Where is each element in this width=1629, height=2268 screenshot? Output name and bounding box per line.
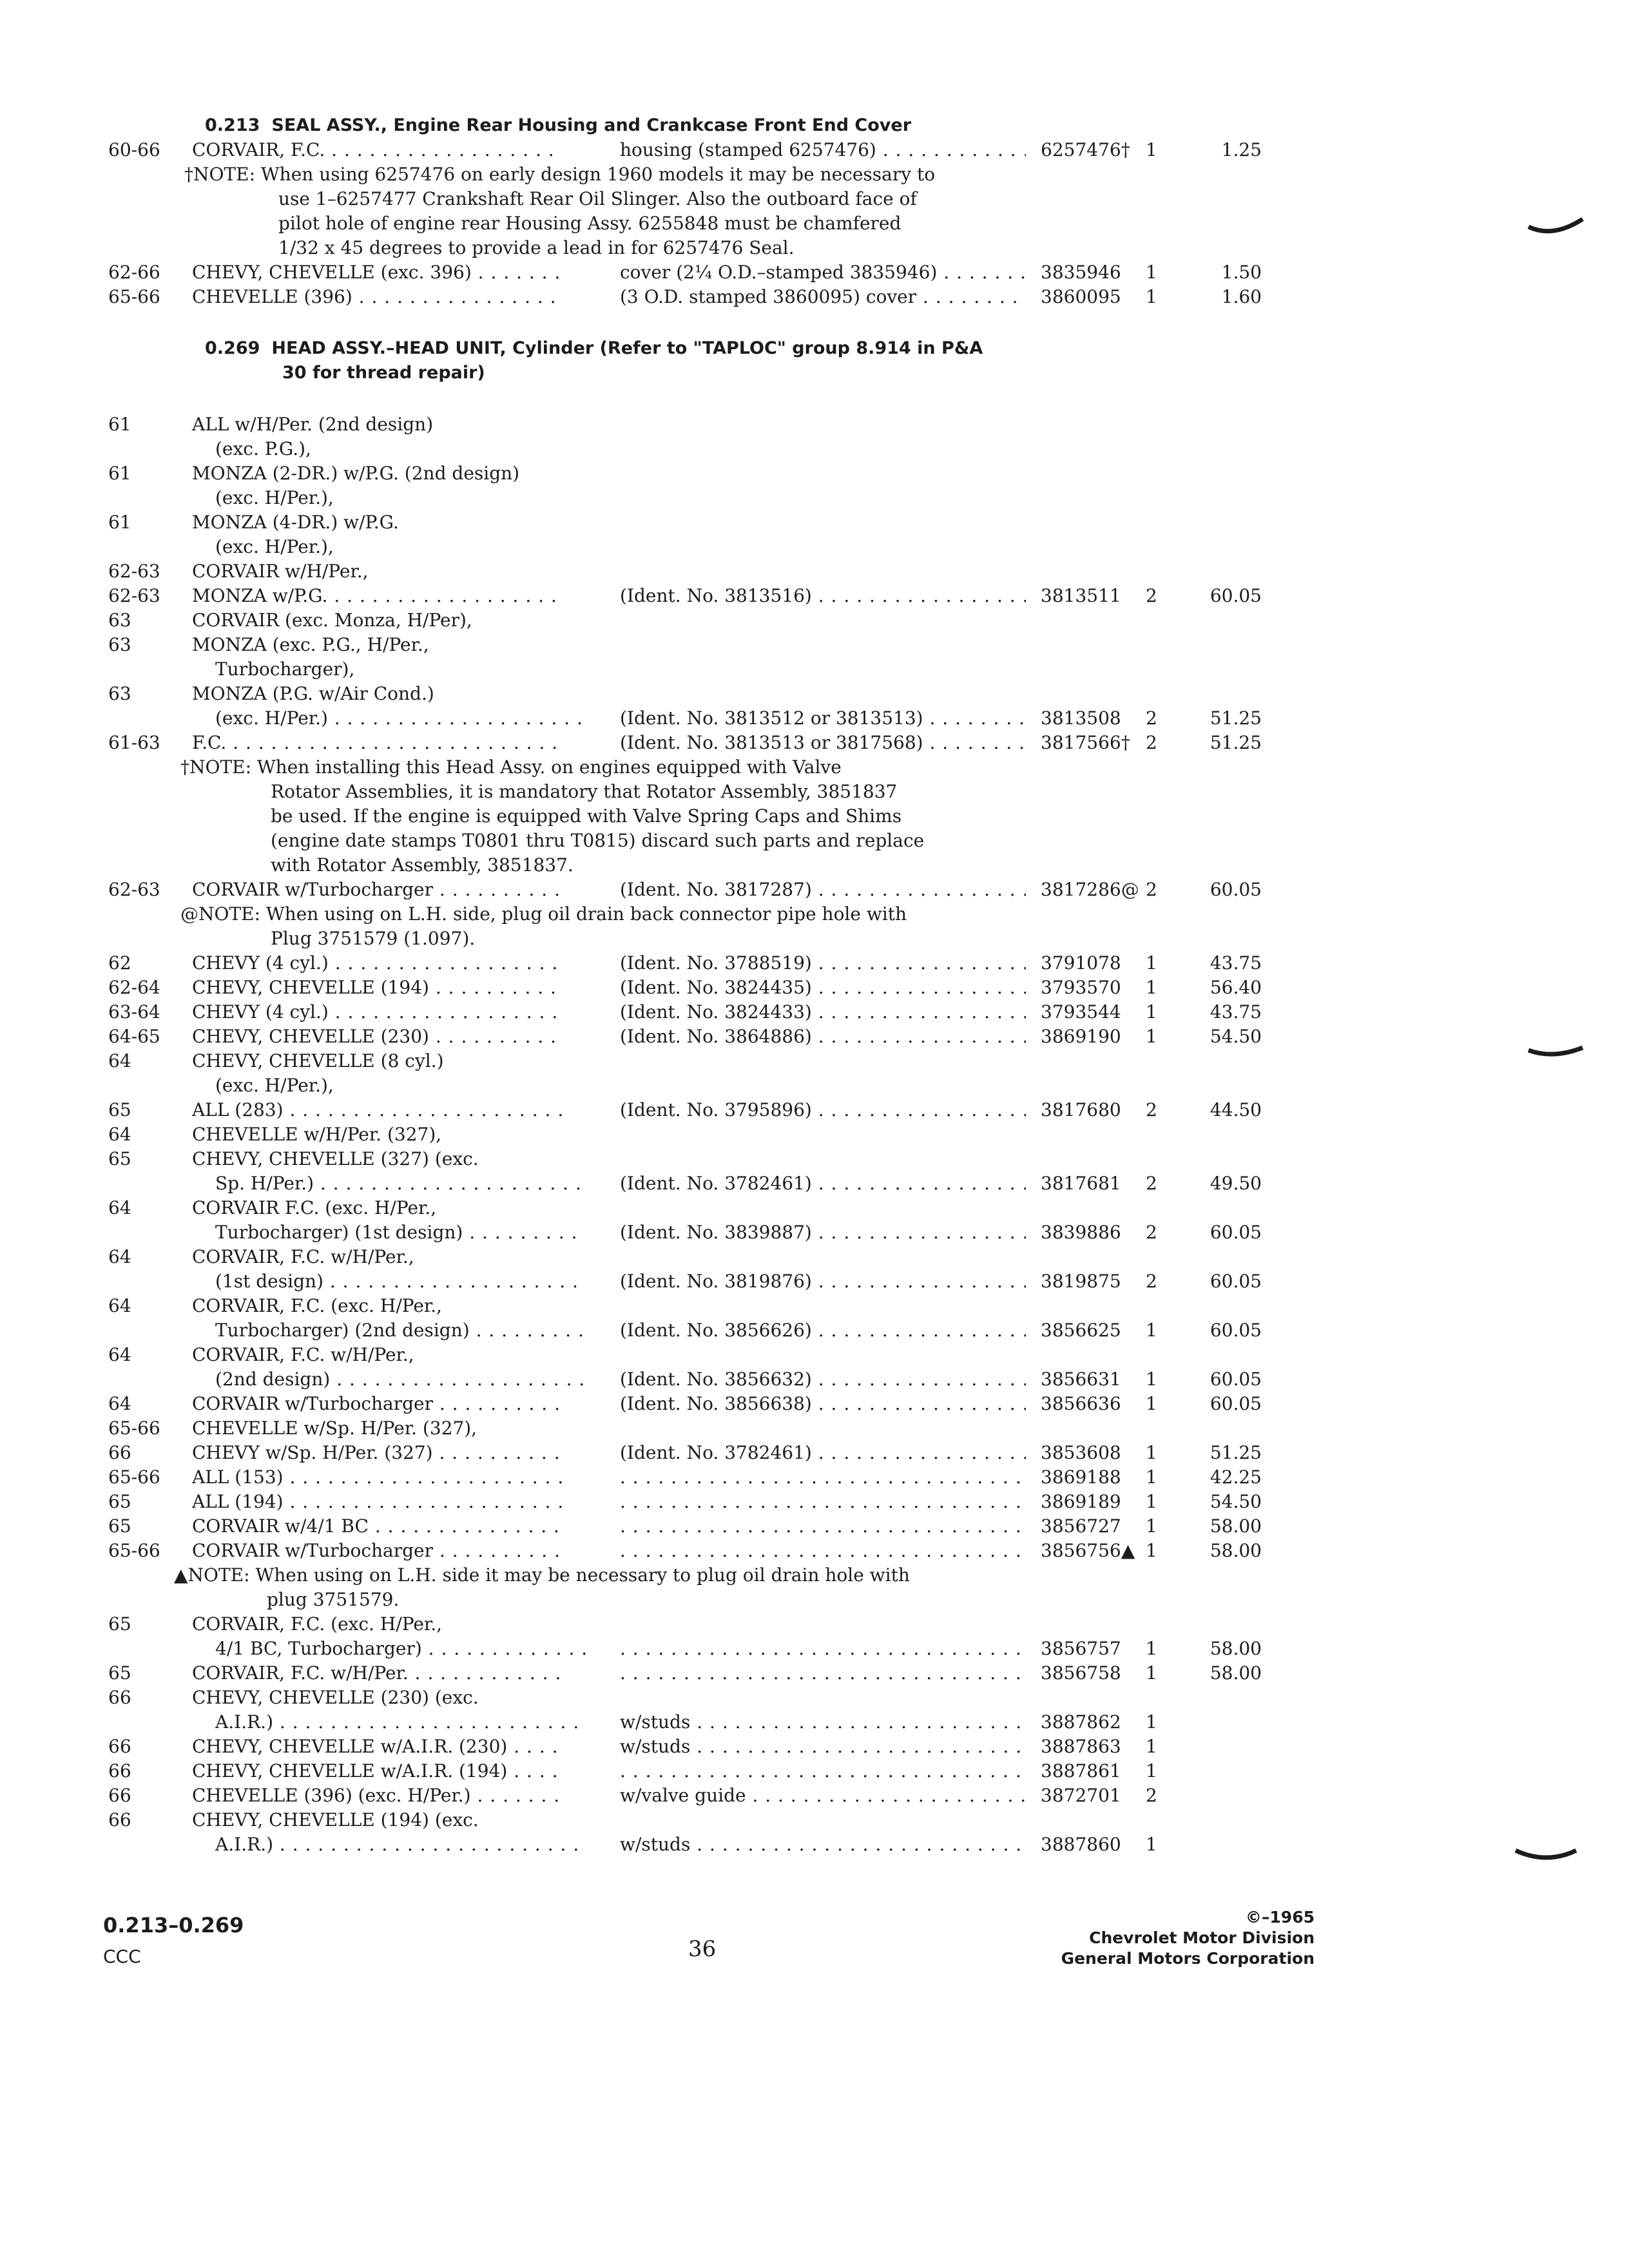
description-cell — [620, 1490, 1026, 1514]
description-cell: (Ident. No. 3813513 or 3817568) . . . — [620, 731, 1026, 755]
note-line: pilot hole of engine rear Housing Assy. 6255848 must be chamfered — [278, 213, 901, 234]
description-cell: (Ident. No. 3824435) . . . — [620, 975, 1026, 1000]
note-line: ▲NOTE: When using on L.H. side it may be necessary to plug oil drain hole with — [174, 1564, 910, 1586]
part-number-cell: 3819875 — [1041, 1271, 1121, 1292]
quantity-cell: 2 — [1146, 879, 1157, 900]
model-cell: CORVAIR w/4/1 BC . . . — [192, 1514, 563, 1539]
year-cell: 65-66 — [108, 1418, 160, 1439]
price-cell: 1.60 — [1221, 286, 1262, 307]
description-cell: (Ident. No. 3782461) . . . — [620, 1441, 1026, 1465]
year-cell: 62 — [108, 952, 131, 974]
part-number-cell: 3887860 — [1041, 1834, 1121, 1855]
section-heading-0213 — [205, 113, 911, 138]
section-number: 0.213 — [205, 115, 260, 135]
description-cell: housing (stamped 6257476) . . . — [620, 138, 1026, 162]
model-cell: Turbocharger) (1st design) . . . — [192, 1220, 586, 1245]
part-number-cell: 3793570 — [1041, 977, 1121, 998]
model-cell: CHEVELLE w/Sp. H/Per. (327), — [192, 1418, 477, 1439]
description-cell: (Ident. No. 3856626) . . . — [620, 1318, 1026, 1343]
model-cell: (exc. H/Per.), — [215, 536, 334, 557]
quantity-cell: 1 — [1146, 1491, 1157, 1512]
model-cell: CHEVELLE w/H/Per. (327), — [192, 1124, 442, 1145]
year-cell: 61 — [108, 463, 131, 484]
part-number-cell: 6257476† — [1041, 139, 1130, 160]
price-cell: 60.05 — [1210, 585, 1262, 606]
price-cell: 49.50 — [1210, 1173, 1262, 1194]
price-cell: 56.40 — [1210, 977, 1262, 998]
model-cell: CORVAIR (exc. Monza, H/Per), — [192, 610, 472, 631]
note-line: (engine date stamps T0801 thru T0815) discard such parts and replace — [271, 830, 925, 851]
model-cell: CORVAIR w/Turbocharger . . . — [192, 1392, 563, 1416]
note-line: †NOTE: When using 6257476 on early design 1960 models it may be necessary to — [184, 164, 936, 185]
description-cell: w/studs . . . — [620, 1735, 1026, 1759]
model-cell: CORVAIR, F.C. (exc. H/Per., — [192, 1613, 443, 1635]
model-cell: Turbocharger), — [215, 658, 355, 680]
description-cell: (Ident. No. 3819876) . . . — [620, 1269, 1026, 1294]
note-line: plug 3751579. — [267, 1589, 400, 1610]
description-cell — [620, 1661, 1026, 1686]
price-cell: 58.00 — [1210, 1638, 1262, 1659]
model-cell: CORVAIR F.C. (exc. H/Per., — [192, 1197, 437, 1218]
binder-mark — [1527, 1039, 1585, 1064]
model-cell: CHEVY (4 cyl.) . . . — [192, 1000, 563, 1024]
quantity-cell: 1 — [1146, 1466, 1157, 1488]
year-cell: 65 — [108, 1613, 131, 1635]
part-number-cell: 3887862 — [1041, 1711, 1121, 1733]
description-cell — [620, 1759, 1026, 1783]
note-line: use 1–6257477 Crankshaft Rear Oil Slinger. Also the outboard face of — [278, 188, 917, 209]
model-cell: CHEVY, CHEVELLE (194) (exc. — [192, 1809, 479, 1831]
part-number-cell: 3872701 — [1041, 1785, 1121, 1806]
quantity-cell: 1 — [1146, 1834, 1157, 1855]
description-cell: w/studs . . . — [620, 1832, 1026, 1857]
model-cell: CORVAIR, F.C. w/H/Per. . . . — [192, 1661, 563, 1686]
model-cell: MONZA (4-DR.) w/P.G. — [192, 512, 399, 533]
note-line: Plug 3751579 (1.097). — [271, 928, 476, 949]
price-cell: 51.25 — [1210, 707, 1262, 729]
note-line: 1/32 x 45 degrees to provide a lead in for 6257476 Seal. — [278, 237, 795, 258]
year-cell: 66 — [108, 1687, 131, 1708]
part-number-cell: 3853608 — [1041, 1442, 1121, 1463]
quantity-cell: 1 — [1146, 1001, 1157, 1023]
price-cell: 58.00 — [1210, 1515, 1262, 1537]
price-cell: 60.05 — [1210, 1393, 1262, 1414]
note-line: be used. If the engine is equipped with Valve Spring Caps and Shims — [271, 805, 902, 827]
quantity-cell: 2 — [1146, 1222, 1157, 1243]
model-cell: (exc. H/Per.) . . . — [192, 706, 586, 731]
year-cell: 65 — [108, 1515, 131, 1537]
part-number-cell: 3817681 — [1041, 1173, 1121, 1194]
description-cell — [620, 1539, 1026, 1563]
model-cell: CORVAIR, F.C. w/H/Per., — [192, 1246, 414, 1267]
note-line: †NOTE: When installing this Head Assy. on engines equipped with Valve — [180, 756, 842, 778]
model-cell: CORVAIR, F.C. w/H/Per., — [192, 1344, 414, 1365]
price-cell: 42.25 — [1210, 1466, 1262, 1488]
year-cell: 60-66 — [108, 139, 160, 160]
model-cell: CORVAIR, F.C. (exc. H/Per., — [192, 1295, 443, 1316]
description-cell: (Ident. No. 3788519) . . . — [620, 951, 1026, 975]
quantity-cell: 1 — [1146, 1369, 1157, 1390]
year-cell: 64 — [108, 1246, 131, 1267]
quantity-cell: 1 — [1146, 1320, 1157, 1341]
description-cell: (Ident. No. 3813516) . . . — [620, 584, 1026, 608]
model-cell: CORVAIR w/Turbocharger . . . — [192, 1539, 563, 1563]
year-cell: 63 — [108, 683, 131, 704]
model-cell: CORVAIR w/Turbocharger . . . — [192, 878, 563, 902]
quantity-cell: 1 — [1146, 262, 1157, 283]
year-cell: 61 — [108, 414, 131, 435]
model-cell: ALL w/H/Per. (2nd design) — [192, 414, 434, 435]
year-cell: 64 — [108, 1050, 131, 1072]
year-cell: 63 — [108, 634, 131, 655]
page-range: 0.213–0.269 — [103, 1913, 244, 1937]
part-number-cell: 3869188 — [1041, 1466, 1121, 1488]
price-cell: 60.05 — [1210, 1222, 1262, 1243]
section-number: 0.269 — [205, 338, 260, 358]
model-cell: CHEVY, CHEVELLE (exc. 396) . . . — [192, 260, 563, 285]
part-number-cell: 3791078 — [1041, 952, 1121, 974]
part-number-cell: 3856727 — [1041, 1515, 1121, 1537]
quantity-cell: 1 — [1146, 1393, 1157, 1414]
part-number-cell: 3817286@ — [1041, 879, 1139, 900]
description-cell: (Ident. No. 3856638) . . . — [620, 1392, 1026, 1416]
model-cell: CHEVY, CHEVELLE w/A.I.R. (194) . . . — [192, 1759, 563, 1783]
section-title: HEAD ASSY.–HEAD UNIT, Cylinder (Refer to "TAPLOC" group 8.914 in P&A — [271, 338, 983, 358]
quantity-cell: 2 — [1146, 732, 1157, 753]
price-cell: 58.00 — [1210, 1662, 1262, 1684]
quantity-cell: 2 — [1146, 1785, 1157, 1806]
model-cell: ALL (153) . . . — [192, 1465, 563, 1490]
quantity-cell: 1 — [1146, 1711, 1157, 1733]
section-heading-0269 — [205, 336, 983, 361]
model-cell: ALL (194) . . . — [192, 1490, 563, 1514]
year-cell: 65 — [108, 1099, 131, 1120]
description-cell: (Ident. No. 3839887) . . . — [620, 1220, 1026, 1245]
price-cell: 43.75 — [1210, 1001, 1262, 1023]
model-cell: (exc. H/Per.), — [215, 487, 334, 508]
description-cell — [620, 1637, 1026, 1661]
description-cell: (Ident. No. 3824433) . . . — [620, 1000, 1026, 1024]
year-cell: 66 — [108, 1809, 131, 1831]
price-cell: 51.25 — [1210, 1442, 1262, 1463]
year-cell: 63-64 — [108, 1001, 160, 1023]
part-number-cell: 3839886 — [1041, 1222, 1121, 1243]
description-cell: w/valve guide . . . — [620, 1783, 1026, 1808]
division-text: Chevrolet Motor Division — [1089, 1928, 1315, 1947]
quantity-cell: 1 — [1146, 1662, 1157, 1684]
model-cell: CHEVY, CHEVELLE (194) . . . — [192, 975, 563, 1000]
model-cell: (2nd design) . . . — [192, 1367, 586, 1392]
model-cell: (exc. P.G.), — [215, 438, 311, 459]
page-code: CCC — [103, 1946, 141, 1967]
model-cell: MONZA (2-DR.) w/P.G. (2nd design) — [192, 463, 520, 484]
part-number-cell: 3887861 — [1041, 1760, 1121, 1782]
quantity-cell: 1 — [1146, 977, 1157, 998]
price-cell: 60.05 — [1210, 1369, 1262, 1390]
part-number-cell: 3860095 — [1041, 286, 1121, 307]
quantity-cell: 1 — [1146, 1736, 1157, 1757]
price-cell: 60.05 — [1210, 1320, 1262, 1341]
part-number-cell: 3856757 — [1041, 1638, 1121, 1659]
model-cell: A.I.R.) . . . — [192, 1832, 586, 1857]
description-cell: (Ident. No. 3795896) . . . — [620, 1098, 1026, 1122]
year-cell: 65-66 — [108, 286, 160, 307]
note-line: with Rotator Assembly, 3851837. — [271, 854, 574, 876]
year-cell: 66 — [108, 1442, 131, 1463]
binder-mark — [1514, 1841, 1579, 1867]
model-cell: MONZA (exc. P.G., H/Per., — [192, 634, 429, 655]
part-number-cell: 3817680 — [1041, 1099, 1121, 1120]
model-cell: Sp. H/Per.) . . . — [192, 1171, 586, 1196]
year-cell: 62-64 — [108, 977, 160, 998]
year-cell: 64 — [108, 1393, 131, 1414]
year-cell: 62-63 — [108, 585, 160, 606]
model-cell: (1st design) . . . — [192, 1269, 586, 1294]
model-cell: CHEVY (4 cyl.) . . . — [192, 951, 563, 975]
part-number-cell: 3813508 — [1041, 707, 1121, 729]
description-cell — [620, 1465, 1026, 1490]
description-cell: (Ident. No. 3864886) . . . — [620, 1024, 1026, 1049]
year-cell: 61 — [108, 512, 131, 533]
description-cell: (Ident. No. 3817287) . . . — [620, 878, 1026, 902]
part-number-cell: 3869189 — [1041, 1491, 1121, 1512]
part-number-cell: 3817566† — [1041, 732, 1130, 753]
price-cell: 58.00 — [1210, 1540, 1262, 1561]
model-cell: MONZA (P.G. w/Air Cond.) — [192, 683, 434, 704]
price-cell: 44.50 — [1210, 1099, 1262, 1120]
quantity-cell: 1 — [1146, 952, 1157, 974]
section-title: SEAL ASSY., Engine Rear Housing and Crankcase Front End Cover — [271, 115, 912, 135]
price-cell: 1.50 — [1221, 262, 1262, 283]
year-cell: 64-65 — [108, 1026, 160, 1047]
part-number-cell: 3856756▲ — [1041, 1540, 1135, 1561]
quantity-cell: 1 — [1146, 1026, 1157, 1047]
year-cell: 64 — [108, 1295, 131, 1316]
model-cell: CHEVELLE (396) (exc. H/Per.) . . . — [192, 1783, 563, 1808]
year-cell: 65 — [108, 1662, 131, 1684]
copyright-text: ©–1965 — [1245, 1908, 1315, 1927]
price-cell: 54.50 — [1210, 1491, 1262, 1512]
publisher-block — [1061, 1907, 1315, 1969]
description-cell — [620, 1514, 1026, 1539]
description-cell: (Ident. No. 3813512 or 3813513) . . . — [620, 706, 1026, 731]
model-cell: CHEVY, CHEVELLE w/A.I.R. (230) . . . — [192, 1735, 563, 1759]
price-cell: 43.75 — [1210, 952, 1262, 974]
model-cell: CORVAIR, F.C. . . . — [192, 138, 563, 162]
part-number-cell: 3835946 — [1041, 262, 1121, 283]
quantity-cell: 2 — [1146, 1099, 1157, 1120]
model-cell: CORVAIR w/H/Per., — [192, 561, 369, 582]
year-cell: 63 — [108, 610, 131, 631]
section-subtitle: 30 for thread repair) — [282, 363, 485, 383]
page-number: 36 — [688, 1936, 717, 1962]
part-number-cell: 3856758 — [1041, 1662, 1121, 1684]
note-line: @NOTE: When using on L.H. side, plug oil drain back connector pipe hole with — [180, 903, 907, 925]
quantity-cell: 1 — [1146, 286, 1157, 307]
part-number-cell: 3856631 — [1041, 1369, 1121, 1390]
part-number-cell: 3856625 — [1041, 1320, 1121, 1341]
year-cell: 64 — [108, 1344, 131, 1365]
year-cell: 65-66 — [108, 1466, 160, 1488]
model-cell: Turbocharger) (2nd design) . . . — [192, 1318, 586, 1343]
year-cell: 65 — [108, 1491, 131, 1512]
quantity-cell: 1 — [1146, 1760, 1157, 1782]
quantity-cell: 1 — [1146, 1540, 1157, 1561]
model-cell: (exc. H/Per.), — [215, 1075, 334, 1096]
year-cell: 66 — [108, 1736, 131, 1757]
binder-mark — [1527, 213, 1585, 238]
year-cell: 62-63 — [108, 879, 160, 900]
year-cell: 65 — [108, 1148, 131, 1169]
model-cell: CHEVELLE (396) . . . — [192, 285, 563, 309]
year-cell: 66 — [108, 1760, 131, 1782]
quantity-cell: 1 — [1146, 1638, 1157, 1659]
description-cell: (Ident. No. 3782461) . . . — [620, 1171, 1026, 1196]
quantity-cell: 2 — [1146, 1173, 1157, 1194]
model-cell: ALL (283) . . . — [192, 1098, 563, 1122]
year-cell: 65-66 — [108, 1540, 160, 1561]
quantity-cell: 2 — [1146, 585, 1157, 606]
quantity-cell: 2 — [1146, 1271, 1157, 1292]
year-cell: 64 — [108, 1197, 131, 1218]
year-cell: 61-63 — [108, 732, 160, 753]
model-cell: CHEVY, CHEVELLE (230) . . . — [192, 1024, 563, 1049]
part-number-cell: 3869190 — [1041, 1026, 1121, 1047]
price-cell: 1.25 — [1221, 139, 1262, 160]
price-cell: 54.50 — [1210, 1026, 1262, 1047]
model-cell: CHEVY, CHEVELLE (230) (exc. — [192, 1687, 479, 1708]
description-cell: w/studs . . . — [620, 1710, 1026, 1735]
part-number-cell: 3793544 — [1041, 1001, 1121, 1023]
model-cell: A.I.R.) . . . — [192, 1710, 586, 1735]
price-cell: 60.05 — [1210, 1271, 1262, 1292]
model-cell: CHEVY, CHEVELLE (8 cyl.) — [192, 1050, 444, 1072]
quantity-cell: 1 — [1146, 1442, 1157, 1463]
year-cell: 64 — [108, 1124, 131, 1145]
model-cell: CHEVY w/Sp. H/Per. (327) . . . — [192, 1441, 563, 1465]
quantity-cell: 2 — [1146, 707, 1157, 729]
part-number-cell: 3856636 — [1041, 1393, 1121, 1414]
part-number-cell: 3813511 — [1041, 585, 1121, 606]
corporation-text: General Motors Corporation — [1061, 1949, 1315, 1968]
model-cell: MONZA w/P.G. . . . — [192, 584, 563, 608]
description-cell: (Ident. No. 3856632) . . . — [620, 1367, 1026, 1392]
part-number-cell: 3887863 — [1041, 1736, 1121, 1757]
description-cell: (3 O.D. stamped 3860095) cover . . . — [620, 285, 1026, 309]
year-cell: 62-63 — [108, 561, 160, 582]
model-cell: CHEVY, CHEVELLE (327) (exc. — [192, 1148, 479, 1169]
quantity-cell: 1 — [1146, 139, 1157, 160]
model-cell: F.C. . . . — [192, 731, 563, 755]
description-cell: cover (2¼ O.D.–stamped 3835946) . . . — [620, 260, 1026, 285]
model-cell: 4/1 BC, Turbocharger) . . . — [192, 1637, 586, 1661]
year-cell: 66 — [108, 1785, 131, 1806]
price-cell: 51.25 — [1210, 732, 1262, 753]
year-cell: 62-66 — [108, 262, 160, 283]
note-line: Rotator Assemblies, it is mandatory that Rotator Assembly, 3851837 — [271, 781, 898, 802]
quantity-cell: 1 — [1146, 1515, 1157, 1537]
price-cell: 60.05 — [1210, 879, 1262, 900]
